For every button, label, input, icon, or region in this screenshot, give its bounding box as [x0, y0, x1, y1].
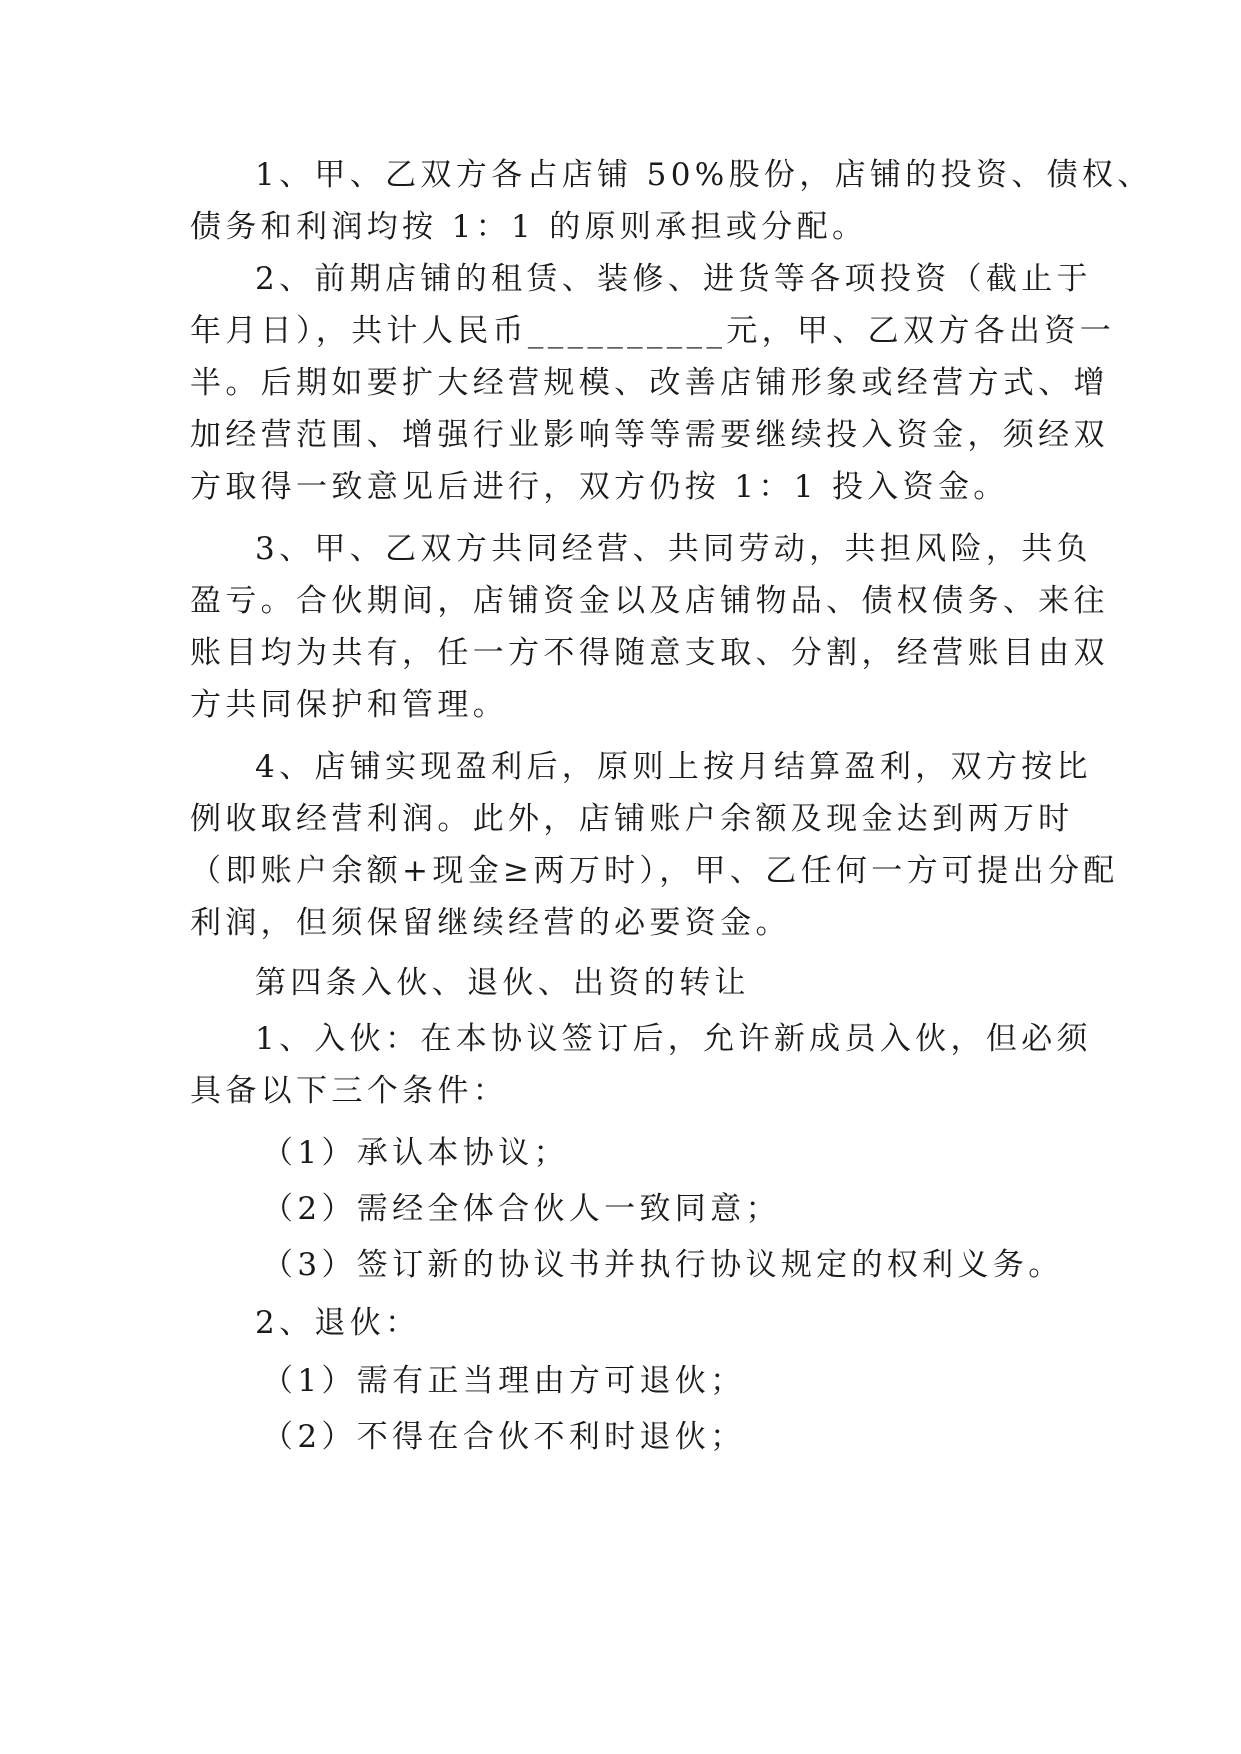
- text-line: 利润，但须保留继续经营的必要资金。: [190, 905, 791, 941]
- text-line: 1、入伙：在本协议签订后，允许新成员入伙，但必须: [255, 1021, 1092, 1057]
- text-line: 例收取经营利润。此外，店铺账户余额及现金达到两万时: [190, 801, 1074, 837]
- list-item: （2）不得在合伙不利时退伙；: [262, 1419, 746, 1455]
- text-line: 年月日），共计人民币__________元，甲、乙双方各出资一: [190, 313, 1116, 349]
- text-line: （即账户余额+现金≥两万时），甲、乙任何一方可提出分配: [190, 853, 1119, 889]
- text-line: 账目均为共有，任一方不得随意支取、分割，经营账目由双: [190, 635, 1109, 671]
- list-item: （1）需有正当理由方可退伙；: [262, 1363, 746, 1399]
- text-line: 方取得一致意见后进行，双方仍按 1：1 投入资金。: [190, 469, 1009, 505]
- text-line: 4、店铺实现盈利后，原则上按月结算盈利，双方按比: [255, 749, 1092, 785]
- text-line: 半。后期如要扩大经营规模、改善店铺形象或经营方式、增: [190, 365, 1109, 401]
- text-line: 加经营范围、增强行业影响等等需要继续投入资金，须经双: [190, 417, 1109, 453]
- section-heading: 第四条入伙、退伙、出资的转让: [255, 965, 750, 1001]
- text-line: 2、前期店铺的租赁、装修、进货等各项投资（截止于: [255, 261, 1092, 297]
- text-line: 债务和利润均按 1：1 的原则承担或分配。: [190, 209, 868, 245]
- list-item: （1）承认本协议；: [262, 1135, 569, 1171]
- text-line: 1、甲、乙双方各占店铺 50%股份，店铺的投资、债权、: [255, 157, 1153, 193]
- list-item: （3）签订新的协议书并执行协议规定的权利义务。: [262, 1247, 1064, 1283]
- list-item: （2）需经全体合伙人一致同意；: [262, 1191, 781, 1227]
- text-line: 具备以下三个条件：: [190, 1073, 509, 1109]
- text-line: 盈亏。合伙期间，店铺资金以及店铺物品、债权债务、来往: [190, 583, 1109, 619]
- text-line: 3、甲、乙双方共同经营、共同劳动，共担风险，共负: [255, 531, 1092, 567]
- text-line: 方共同保护和管理。: [190, 687, 509, 723]
- text-line: 2、退伙：: [255, 1305, 421, 1341]
